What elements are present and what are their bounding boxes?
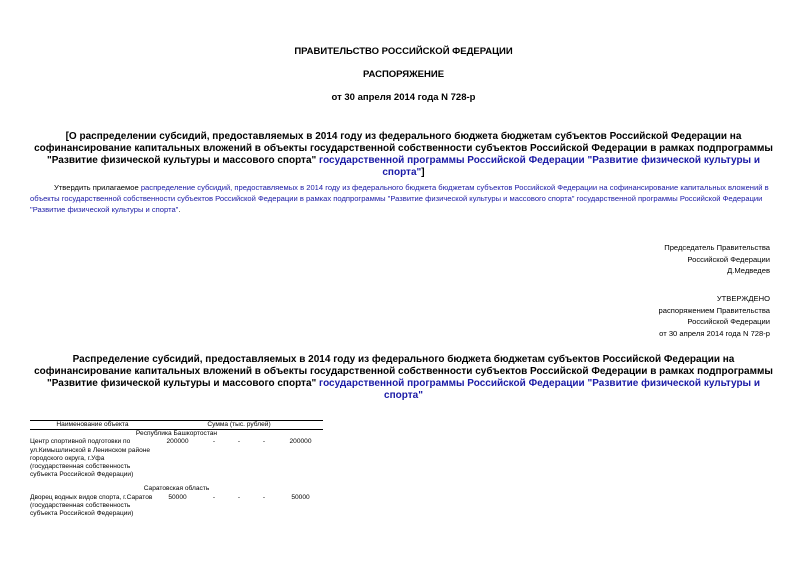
document-title (30, 131, 777, 179)
object-name: Дворец водных видов спорта, г.Саратов (государственная собственность субъекта Российской Федерации) (30, 493, 153, 518)
table-row (30, 438, 323, 479)
column-header-object: Наименование объекта (30, 421, 155, 430)
distribution-title (30, 354, 777, 402)
sum-value: - (237, 438, 241, 446)
distribution-table (30, 420, 323, 518)
sum-total: 200000 (289, 438, 312, 446)
sum-value: 50000 (168, 493, 187, 501)
region-row (30, 479, 323, 493)
signature-block (510, 242, 770, 277)
government-name: ПРАВИТЕЛЬСТВО РОССИЙСКОЙ ФЕДЕРАЦИИ (294, 46, 513, 57)
approved-country: Российской Федерации (687, 317, 770, 326)
signature-name: Д.Медведев (727, 266, 770, 275)
sum-value: - (262, 493, 266, 501)
sum-value: - (212, 438, 216, 446)
table-header-row (30, 421, 323, 430)
sum-value: - (212, 493, 216, 501)
approved-date: от 30 апреля 2014 года N 728-р (659, 328, 770, 338)
sum-value: 200000 (166, 438, 189, 446)
signature-position: Председатель Правительства (664, 243, 770, 252)
signature-country: Российской Федерации (687, 254, 770, 264)
sum-value: - (237, 493, 241, 501)
document-date-number: от 30 апреля 2014 года N 728-р (331, 92, 476, 103)
region-name: Республика Башкортостан (135, 430, 218, 438)
distribution-program-link[interactable]: государственной программы Российской Федерации "Развитие физической культуры и спорта" (319, 378, 761, 401)
column-header-sum: Сумма (тыс. рублей) (155, 421, 323, 430)
document-type: РАСПОРЯЖЕНИЕ (362, 69, 445, 80)
table-row (30, 494, 323, 519)
approved-label: УТВЕРЖДЕНО (716, 294, 770, 303)
sum-total: 50000 (291, 493, 310, 501)
body-prefix: Утвердить прилагаемое (54, 183, 139, 192)
document-title-end: ] (421, 167, 425, 178)
distribution-link[interactable]: распределение субсидий, предоставляемых в 2014 году из федерального бюджета бюджетам субъектов Российской Федерации на софинансирование капитальных вложений в объекты государственной собственности субъектов Российской Федерации в рамках подпрограммы "Развитие физической культуры и массового спорта" государственной программы Российской Федерации "Развитие физической культуры и спорта" (30, 183, 769, 214)
approved-block (510, 293, 770, 339)
document-title-text: [О распределении субсидий, предоставляемых в 2014 году из федерального бюджета бюджетам субъектов Российской Федерации на софинансирование капитальных вложений в объекты государственной собственности субъектов Российской Федерации в рамках подпрограммы "Развитие физической культуры и массового спорта" (34, 131, 773, 166)
sum-value: - (262, 438, 266, 446)
body-paragraph (30, 182, 770, 215)
approved-by: распоряжением Правительства (658, 305, 770, 315)
object-name: Центр спортивной подготовки по ул.Кимышлинской в Ленинском районе городского округа, г.Уфа (государственная собственность субъекта Российской Федерации) (30, 438, 151, 479)
distribution-title-text: Распределение субсидий, предоставляемых в 2014 году из федерального бюджета бюджетам субъектов Российской Федерации на софинансирование капитальных вложений в объекты государственной собственности субъектов Российской Федерации в рамках подпрограммы "Развитие физической культуры и массового спорта" (34, 354, 773, 389)
program-link[interactable]: государственной программы Российской Федерации "Развитие физической культуры и спорта" (319, 155, 761, 178)
region-name: Саратовская область (143, 485, 210, 493)
body-suffix: . (178, 205, 181, 214)
